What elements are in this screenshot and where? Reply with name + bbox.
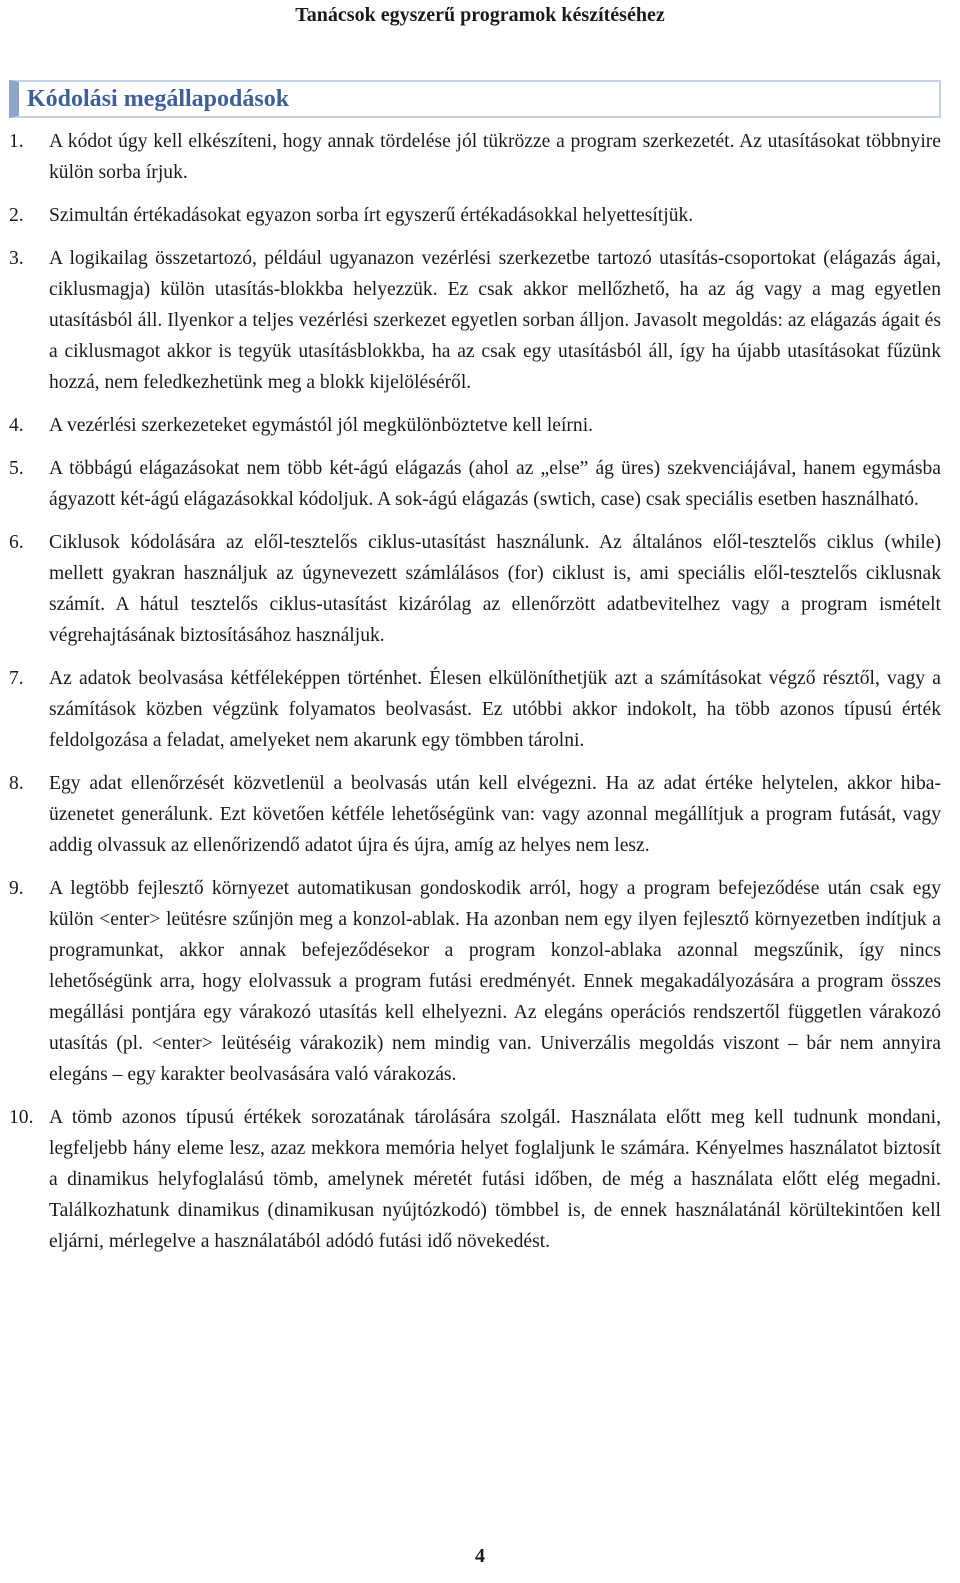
- page-header: Tanácsok egyszerű programok készítéséhez: [295, 4, 665, 26]
- item-number: 10.: [9, 1107, 34, 1128]
- item-text: Az adatok beolvasása kétféleképpen történhet. Élesen elkülöníthetjük azt a számításokat végző résztől, vagy a számítások közben végzünk folyamatos beolvasást. Ez utóbbi akkor indokolt, ha több azonos típusú érték feldolgozása a feladat, amelyeket nem akarunk egy tömbben tárolni.: [49, 668, 941, 751]
- item-number: 2.: [9, 205, 24, 226]
- list-item-2: [0, 200, 960, 231]
- item-text: A kódot úgy kell elkészíteni, hogy annak tördelése jól tükrözze a program szerkezetét. Az utasításokat többnyire külön sorba írjuk.: [49, 131, 941, 183]
- item-number: 5.: [9, 458, 24, 479]
- item-text: A vezérlési szerkezeteket egymástól jól megkülönböztetve kell leírni.: [49, 415, 594, 436]
- item-text: A logikailag összetartozó, például ugyanazon vezérlési szerkezetbe tartozó utasítás-csoportokat (elágazás ágai, ciklusmagja) külön utasítás-blokkba helyezzük. Ez csak akkor mellőzhető, ha az ág vagy a mag egyetlen utasításból áll. Ilyenkor a teljes vezérlési szerkezet egyetlen sorban álljon. Javasolt megoldás: az elágazás ágait és a ciklusmagot akkor is tegyük utasításblokkba, ha az csak egy utasításból áll, így ha újabb utasításokat fűzünk hozzá, nem feledkezhetünk meg a blokk kijelöléséről.: [49, 248, 941, 393]
- list-item-7: [0, 663, 960, 756]
- item-text: Szimultán értékadásokat egyazon sorba írt egyszerű értékadásokkal helyettesítjük.: [49, 205, 694, 226]
- item-number: 6.: [9, 532, 24, 553]
- list-item-8: [0, 768, 960, 861]
- list-item-1: [0, 126, 960, 188]
- item-text: A tömb azonos típusú értékek sorozatának tárolására szolgál. Használata előtt meg kell tudnunk mondani, legfeljebb hány eleme lesz, azaz mekkora memória helyet foglaljunk le számára. Kényelmes használatot biztosít a dinamikus helyfoglalású tömb, amelynek méretét futási időben, de még a használata előtt elég megadni. Találkozhatunk dinamikus (dinamikusan nyújtózkodó) tömbbel is, de ennek használatánál körültekintően kell eljárni, mérlegelve a használatából adódó futási idő növekedést.: [49, 1107, 941, 1252]
- page-number: 4: [475, 1545, 485, 1567]
- item-number: 8.: [9, 773, 24, 794]
- item-text: A többágú elágazásokat nem több két-ágú elágazás (ahol az „else” ág üres) szekvenciájával, hanem egymásba ágyazott két-ágú elágazásokkal kódoljuk. A sok-ágú elágazás (swtich, case) csak speciális esetben használható.: [49, 458, 941, 510]
- list-item-10: [0, 1102, 960, 1257]
- item-number: 9.: [9, 878, 24, 899]
- item-number: 3.: [9, 248, 24, 269]
- item-text: Ciklusok kódolására az elől-tesztelős ciklus-utasítást használunk. Az általános elől-tesztelős ciklus (while) mellett gyakran használjuk az úgynevezett számlálásos (for) ciklust is, ami speciális elől-tesztelős ciklusnak számít. A hátul tesztelős ciklus-utasítást kizárólag az ellenőrzött adatbevitelhez vagy a program ismételt végrehajtásának biztosításához használjuk.: [49, 532, 941, 646]
- list-item-9: [0, 873, 960, 1090]
- list-item-6: [0, 527, 960, 651]
- item-number: 7.: [9, 668, 24, 689]
- item-text: A legtöbb fejlesztő környezet automatikusan gondoskodik arról, hogy a program befejeződése után csak egy külön <enter> leütésre szűnjön meg a konzol-ablak. Ha azonban nem egy ilyen fejlesztő környezetben indítjuk a programunkat, akkor annak befejeződésekor a program konzol-ablaka azonnal megszűnik, így nincs lehetőségünk arra, hogy elolvassuk a program futási eredményét. Ennek megakadályozására a program összes megállási pontjára egy várakozó utasítás kell elhelyezni. Az elegáns operációs rendszertől független várakozó utasítás (pl. <enter> leütéséig várakozik) nem mindig van. Univerzális megoldás viszont – bár nem annyira elegáns – egy karakter beolvasására való várakozás.: [49, 878, 941, 1085]
- list-item-4: [0, 410, 960, 441]
- section-title: Kódolási megállapodások: [9, 80, 941, 118]
- list-item-5: [0, 453, 960, 515]
- list-item-3: [0, 243, 960, 398]
- item-text: Egy adat ellenőrzését közvetlenül a beolvasás után kell elvégezni. Ha az adat értéke helytelen, akkor hiba-üzenetet generálunk. Ezt követően kétféle lehetőségünk van: vagy azonnal megállítjuk a program futását, vagy addig olvassuk az ellenőrizendő adatot újra és újra, amíg az helyes nem lesz.: [49, 773, 941, 856]
- item-number: 4.: [9, 415, 24, 436]
- item-number: 1.: [9, 131, 24, 152]
- coding-conventions-list: [0, 126, 960, 1269]
